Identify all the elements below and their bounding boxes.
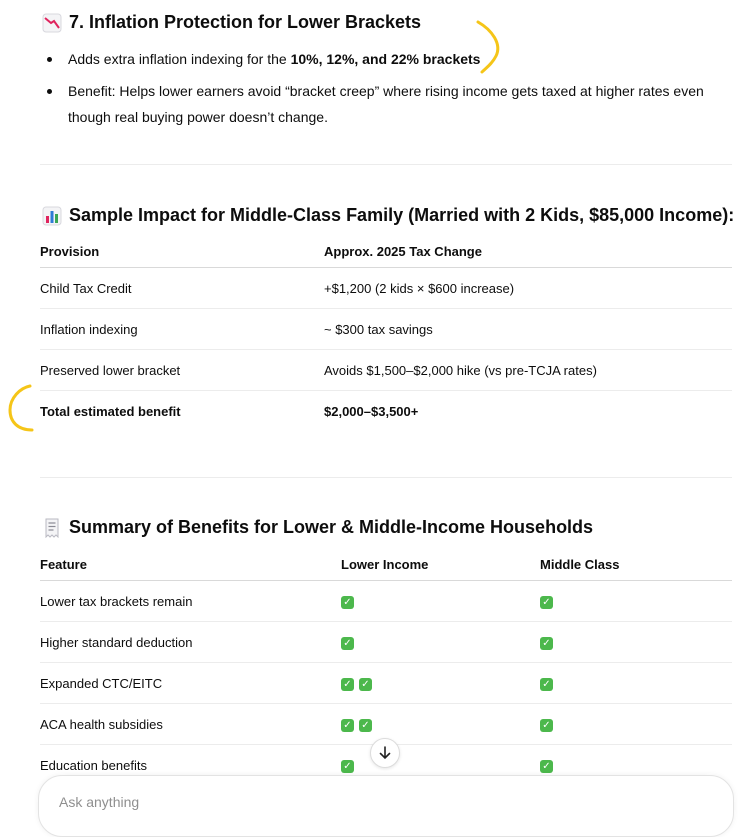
column-header: Approx. 2025 Tax Change [324, 235, 732, 268]
check-mark-icon: ✓ [359, 678, 372, 691]
table-cell: Education benefits [40, 757, 147, 773]
table-header-row [40, 235, 732, 268]
receipt-icon [42, 518, 62, 538]
check-mark-icon: ✓ [341, 637, 354, 650]
list-item [42, 78, 732, 130]
table-cell [540, 622, 732, 663]
column-header: Provision [40, 235, 324, 268]
table-cell: Total estimated benefit [40, 403, 181, 419]
check-mark-icon: ✓ [540, 760, 553, 773]
table-header-row [40, 548, 732, 581]
check-mark-icon: ✓ [540, 678, 553, 691]
impact-table [40, 235, 732, 431]
table-row [40, 622, 732, 663]
column-header: Feature [40, 548, 341, 581]
section-heading [42, 517, 593, 538]
chart-decreasing-icon [42, 13, 62, 33]
check-mark-icon: ✓ [341, 596, 354, 609]
table-row [40, 350, 732, 391]
table-cell: Preserved lower bracket [40, 350, 324, 391]
check-mark-icon: ✓ [540, 596, 553, 609]
check-mark-icon: ✓ [341, 678, 354, 691]
table-cell [341, 581, 540, 622]
table-cell: Lower tax brackets remain [40, 581, 341, 622]
table-row [40, 581, 732, 622]
column-header: Lower Income [341, 548, 540, 581]
bullet-bold-text: 10%, 12%, and 22% brackets [290, 51, 481, 67]
arrow-down-icon [378, 746, 392, 760]
table-cell [540, 663, 732, 704]
section-heading [42, 205, 734, 226]
table-cell: ~ $300 tax savings [324, 309, 732, 350]
divider [40, 477, 732, 478]
table-cell [341, 663, 540, 704]
table-cell: ACA health subsidies [40, 704, 341, 745]
table-cell: Expanded CTC/EITC [40, 663, 341, 704]
table-cell: Higher standard deduction [40, 622, 341, 663]
section-title: 7. Inflation Protection for Lower Brackets [69, 12, 422, 32]
bullet-text: Adds extra inflation indexing for the [68, 51, 291, 67]
section-title: Summary of Benefits for Lower & Middle-Income Households [69, 517, 594, 537]
list-item [42, 46, 732, 72]
check-mark-icon: ✓ [341, 719, 354, 732]
table-row [40, 391, 732, 432]
check-mark-icon: ✓ [540, 719, 553, 732]
table-cell: $2,000–$3,500+ [324, 403, 419, 419]
table-cell [341, 704, 540, 745]
annotation-bracket-mark [2, 380, 38, 436]
bullet-text: Benefit: Helps lower earners avoid “bracket creep” where rising income gets taxed at higher rates even though real buying power doesn’t change. [68, 83, 704, 125]
table-cell [540, 704, 732, 745]
check-mark-icon: ✓ [540, 637, 553, 650]
table-row [40, 309, 732, 350]
divider [40, 164, 732, 165]
table-cell [341, 622, 540, 663]
bar-chart-icon [42, 206, 62, 226]
composer-placeholder: Ask anything [59, 794, 140, 810]
section-heading [42, 12, 421, 33]
table-row [40, 663, 732, 704]
table-cell: +$1,200 (2 kids × $600 increase) [324, 268, 732, 309]
table-cell: Child Tax Credit [40, 268, 324, 309]
message-composer[interactable] [38, 775, 734, 837]
check-mark-icon: ✓ [341, 760, 354, 773]
table-row [40, 268, 732, 309]
check-mark-icon: ✓ [359, 719, 372, 732]
section-title: Sample Impact for Middle-Class Family (Married with 2 Kids, $85,000 Income): [69, 205, 735, 225]
bullet-list [42, 46, 732, 136]
table-cell: Inflation indexing [40, 309, 324, 350]
table-cell: Avoids $1,500–$2,000 hike (vs pre-TCJA rates) [324, 350, 732, 391]
table-cell [540, 581, 732, 622]
column-header: Middle Class [540, 548, 732, 581]
scroll-to-bottom-button[interactable] [370, 738, 400, 768]
